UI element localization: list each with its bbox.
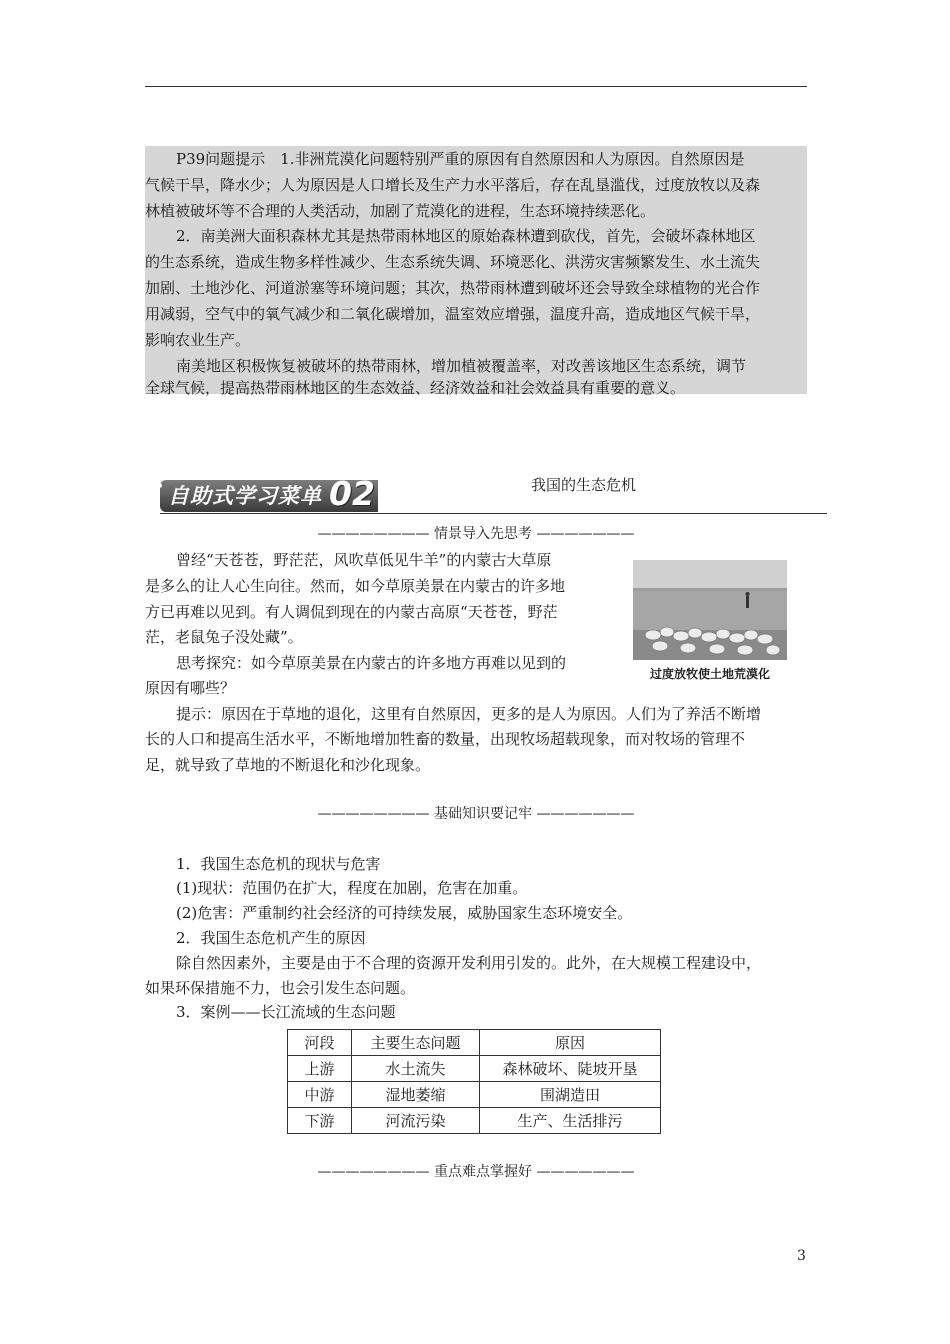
table-header-cell: 主要生态问题 bbox=[352, 1030, 480, 1056]
basics-line: 如果环保措施不力，也会引发生态问题。 bbox=[145, 979, 416, 997]
banner-number: 02 bbox=[329, 474, 375, 513]
page-number: 3 bbox=[797, 1248, 806, 1264]
basics-line: (2)危害：严重制约社会经济的可持续发展，威胁国家生态环境安全。 bbox=[176, 904, 633, 922]
table-cell: 围湖造田 bbox=[480, 1082, 661, 1108]
table-cell: 河流污染 bbox=[352, 1108, 480, 1134]
basics-line: 除自然因素外，主要是由于不合理的资源开发利用引发的。此外，在大规模工程建设中， bbox=[176, 954, 762, 972]
heading-keypoints: ———————— 重点难点掌握好 ——————— bbox=[317, 1164, 635, 1180]
basics-line: 3．案例——长江流域的生态问题 bbox=[176, 1003, 396, 1021]
table-cell: 下游 bbox=[288, 1108, 352, 1134]
basics-line: 1．我国生态危机的现状与危害 bbox=[176, 855, 381, 873]
scene-line: 原因有哪些？ bbox=[145, 679, 236, 697]
hint-line: P39问题提示 1.非洲荒漠化问题特别严重的原因有自然原因和人为原因。自然原因是 bbox=[176, 150, 745, 168]
table-cell: 上游 bbox=[288, 1056, 352, 1082]
table-cell: 中游 bbox=[288, 1082, 352, 1108]
hint-line: 全球气候，提高热带雨林地区的生态效益、经济效益和社会效益具有重要的意义。 bbox=[145, 379, 686, 397]
heading-scene: ———————— 情景导入先思考 ——————— bbox=[317, 526, 635, 542]
section-title: 我国的生态危机 bbox=[531, 476, 637, 494]
case-table bbox=[287, 1029, 661, 1134]
banner-label: 自助式学习菜单 bbox=[168, 484, 322, 508]
table-cell: 水土流失 bbox=[352, 1056, 480, 1082]
hint-line: 影响农业生产。 bbox=[145, 331, 251, 349]
hint-line: 气候干旱，降水少；人为原因是人口增长及生产力水平落后，存在乱垦滥伐，过度放牧以及森 bbox=[145, 176, 761, 194]
table-header-cell: 原因 bbox=[480, 1030, 661, 1056]
hint-line: 加剧、土地沙化、河道淤塞等环境问题；其次，热带雨林遭到破坏还会导致全球植物的光合作 bbox=[145, 279, 761, 297]
overgrazing-photo bbox=[633, 560, 787, 660]
table-cell: 森林破坏、陡坡开垦 bbox=[480, 1056, 661, 1082]
scene-line: 是多么的让人心生向往。然而，如今草原美景在内蒙古的许多地 bbox=[145, 577, 566, 595]
scene-line: 思考探究：如今草原美景在内蒙古的许多地方再难以见到的 bbox=[176, 654, 567, 672]
basics-line: (1)现状：范围仍在扩大，程度在加剧，危害在加重。 bbox=[176, 879, 528, 897]
table-cell: 生产、生活排污 bbox=[480, 1108, 661, 1134]
hint-line: 2．南美洲大面积森林尤其是热带雨林地区的原始森林遭到砍伐，首先，会破坏森林地区 bbox=[176, 227, 756, 245]
hint-line: 林植被破坏等不合理的人类活动，加剧了荒漠化的进程，生态环境持续恶化。 bbox=[145, 202, 656, 220]
table-cell: 湿地萎缩 bbox=[352, 1082, 480, 1108]
hint-line: 南美地区积极恢复被破坏的热带雨林，增加植被覆盖率，对改善该地区生态系统，调节 bbox=[176, 357, 747, 375]
answer-line: 足，就导致了草地的不断退化和沙化现象。 bbox=[145, 756, 431, 774]
table-row bbox=[288, 1108, 661, 1134]
hint-line: 用减弱，空气中的氧气减少和二氧化碳增加，温室效应增强，温度升高，造成地区气候干旱， bbox=[145, 305, 761, 323]
photo-caption: 过度放牧使土地荒漠化 bbox=[649, 667, 770, 681]
table-row bbox=[288, 1056, 661, 1082]
scene-line: 方已再难以见到。有人调侃到现在的内蒙古高原“天苍苍，野茫 bbox=[145, 603, 558, 621]
answer-line: 长的人口和提高生活水平，不断地增加牲畜的数量，出现牧场超载现象，而对牧场的管理不 bbox=[145, 730, 746, 748]
table-header-cell: 河段 bbox=[288, 1030, 352, 1056]
scene-line: 茫，老鼠兔子没处藏”。 bbox=[145, 628, 303, 646]
scene-line: 曾经“天苍苍，野茫茫，风吹草低见牛羊”的内蒙古大草原 bbox=[176, 551, 552, 569]
basics-line: 2．我国生态危机产生的原因 bbox=[176, 929, 366, 947]
hint-box bbox=[145, 146, 807, 397]
table-header-row bbox=[288, 1030, 661, 1056]
hint-line: 的生态系统，造成生物多样性减少、生态系统失调、环境恶化、洪涝灾害频繁发生、水土流失 bbox=[145, 253, 761, 271]
table-row bbox=[288, 1082, 661, 1108]
section-rule bbox=[160, 513, 827, 514]
heading-basics: ———————— 基础知识要记牢 ——————— bbox=[317, 806, 635, 822]
header-rule bbox=[145, 86, 807, 87]
answer-line: 提示：原因在于草地的退化，这里有自然原因，更多的是人为原因。人们为了养活不断增 bbox=[176, 705, 762, 723]
banner-dot bbox=[157, 483, 162, 488]
